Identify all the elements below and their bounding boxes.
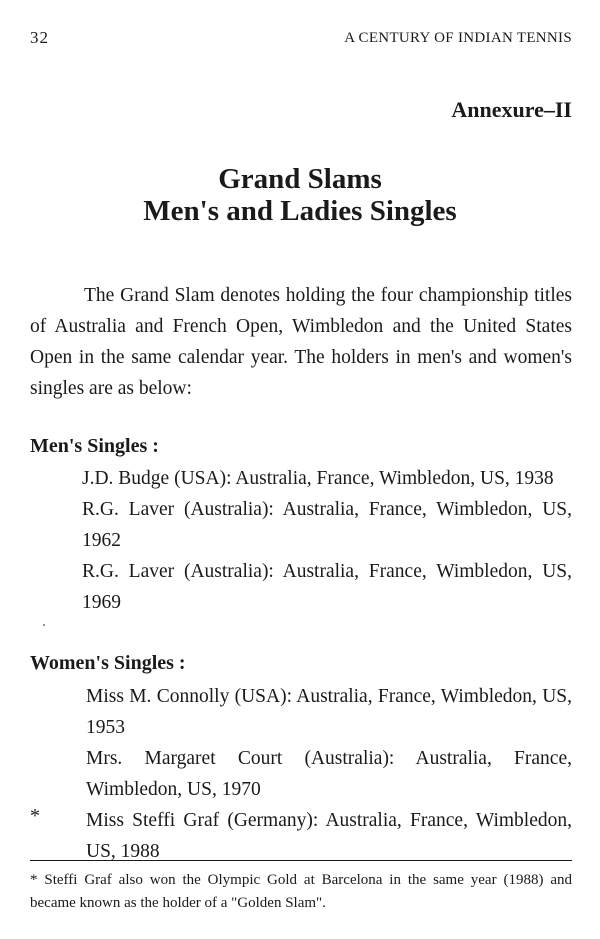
page-title-line-2: Men's and Ladies Singles — [143, 195, 457, 227]
page-number: 32 — [30, 28, 49, 47]
mens-singles-list — [82, 463, 572, 618]
footnote-marker: * — [30, 805, 40, 827]
list-item: J.D. Budge (USA): Australia, France, Wimbledon, US, 1938 — [82, 468, 554, 489]
list-item: Miss Steffi Graf (Germany): Australia, France, Wimbledon, US, 1988 — [86, 810, 572, 862]
footnote-rule — [30, 860, 572, 861]
list-item: R.G. Laver (Australia): Australia, France, Wimbledon, US, 1969 — [82, 561, 572, 613]
list-item: Miss M. Connolly (USA): Australia, France, Wimbledon, US, 1953 — [86, 686, 572, 738]
speck — [43, 624, 45, 626]
running-title: A CENTURY OF INDIAN TENNIS — [344, 30, 572, 46]
womens-singles-heading: Women's Singles : — [30, 652, 186, 674]
intro-paragraph: The Grand Slam denotes holding the four championship titles of Australia and French Open, Wimbledon and the United States Open in the same calendar year. The holders in men's and women's singles are as below: — [30, 285, 572, 399]
annexure-label: Annexure–II — [451, 97, 572, 122]
list-item: Mrs. Margaret Court (Australia): Australia, France, Wimbledon, US, 1970 — [86, 748, 572, 800]
footnote-text: * Steffi Graf also won the Olympic Gold at Barcelona in the same year (1988) and became known as the holder of a "Golden Slam". — [30, 872, 572, 911]
womens-singles-list — [86, 681, 572, 867]
list-item: R.G. Laver (Australia): Australia, France, Wimbledon, US, 1962 — [82, 499, 572, 551]
page-title-line-1: Grand Slams — [218, 163, 382, 195]
mens-singles-heading: Men's Singles : — [30, 435, 159, 457]
